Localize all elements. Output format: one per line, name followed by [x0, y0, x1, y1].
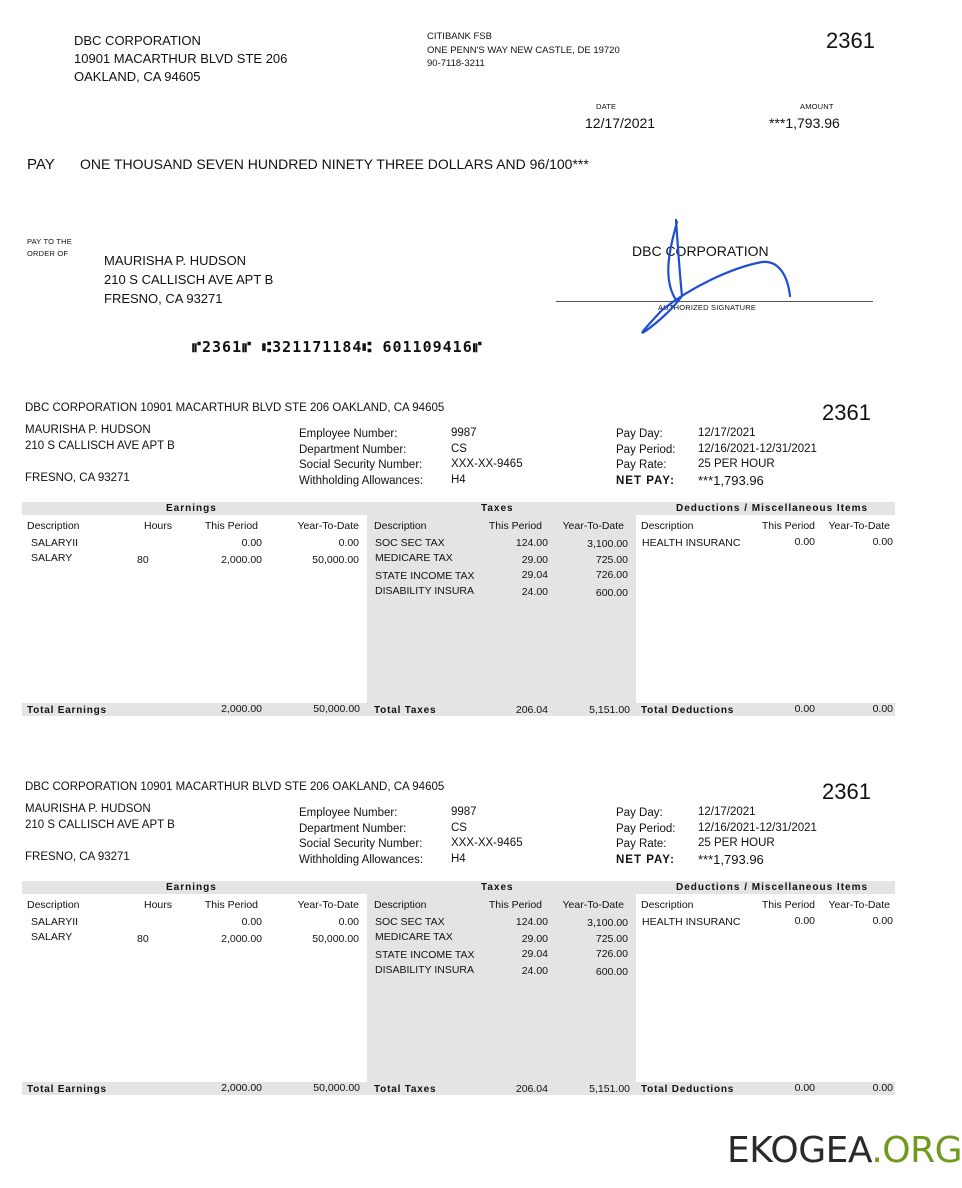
- earnings-header: Earnings: [166, 882, 217, 893]
- total-taxes-period: 206.04: [515, 1083, 548, 1095]
- earn-period: 0.00: [241, 916, 262, 928]
- col-earn-desc: Description: [27, 520, 80, 532]
- watermark-main: EKOGEA: [727, 1130, 872, 1171]
- bank-address: ONE PENN'S WAY NEW CASTLE, DE 19720: [427, 44, 620, 56]
- pay-stub: [0, 779, 918, 1109]
- col-ded-desc: Description: [641, 520, 694, 532]
- net-pay-label: NET PAY:: [616, 474, 675, 487]
- tax-desc: STATE INCOME TAX: [375, 949, 475, 961]
- earn-period: 2,000.00: [221, 933, 262, 945]
- authorized-signature-label: AUTHORIZED SIGNATURE: [658, 303, 757, 312]
- pay-rate: 25 PER HOUR: [698, 458, 775, 470]
- employee-info-labels: [299, 806, 423, 868]
- tax-ytd: 3,100.00: [587, 917, 628, 929]
- tax-desc: DISABILITY INSURA: [375, 964, 475, 976]
- stub-check-number: 2361: [822, 400, 871, 425]
- payee-name: MAURISHA P. HUDSON: [104, 253, 247, 268]
- taxes-header: Taxes: [481, 503, 514, 514]
- pay-to-line2: ORDER OF: [27, 249, 69, 258]
- amount-in-words: ONE THOUSAND SEVEN HUNDRED NINETY THREE DOLLARS AND 96/100***: [80, 156, 589, 172]
- department-number-label: Department Number:: [299, 822, 407, 835]
- employee-name: MAURISHA P. HUDSON: [25, 424, 151, 436]
- payee-street: 210 S CALLISCH AVE APT B: [104, 272, 274, 287]
- net-pay: ***1,793.96: [698, 472, 764, 488]
- col-earn-hours: Hours: [143, 520, 172, 532]
- ded-period: 0.00: [794, 536, 815, 548]
- tax-desc: SOC SEC TAX: [375, 537, 445, 549]
- department-number: CS: [451, 442, 467, 455]
- col-ded-ytd: Year-To-Date: [828, 899, 890, 911]
- col-tax-period: This Period: [488, 899, 542, 911]
- tax-desc: SOC SEC TAX: [375, 916, 445, 928]
- ded-period: 0.00: [794, 915, 815, 927]
- tax-desc: STATE INCOME TAX: [375, 570, 475, 582]
- tax-period: 29.04: [521, 948, 548, 960]
- pay-rate-label: Pay Rate:: [616, 838, 667, 850]
- earn-ytd: 0.00: [338, 916, 359, 928]
- pay-label: PAY: [27, 156, 55, 173]
- earn-hours: 80: [137, 554, 149, 566]
- company-city: OAKLAND, CA 94605: [74, 69, 201, 84]
- col-ded-period: This Period: [761, 899, 815, 911]
- tax-ytd: 725.00: [595, 554, 628, 566]
- col-earn-desc: Description: [27, 899, 80, 911]
- tax-ytd: 725.00: [595, 933, 628, 945]
- tax-ytd: 600.00: [595, 587, 628, 599]
- company-address: [74, 32, 287, 86]
- pay-values: [698, 426, 817, 488]
- amount-label: AMOUNT: [800, 102, 834, 111]
- net-pay: ***1,793.96: [698, 851, 764, 867]
- col-earn-ytd: Year-To-Date: [297, 520, 359, 532]
- total-earnings-period: 2,000.00: [221, 1082, 262, 1094]
- pay-day-label: Pay Day:: [616, 428, 663, 440]
- employee-street: 210 S CALLISCH AVE APT B: [25, 440, 175, 452]
- total-taxes-label: Total Taxes: [374, 705, 437, 716]
- tax-period: 24.00: [521, 965, 548, 977]
- ssn: XXX-XX-9465: [451, 837, 523, 849]
- employee-number-label: Employee Number:: [299, 807, 398, 819]
- watermark: [727, 1130, 962, 1171]
- signer-company: DBC CORPORATION: [632, 243, 769, 259]
- employee-name: MAURISHA P. HUDSON: [25, 803, 151, 815]
- employee-city: FRESNO, CA 93271: [25, 851, 130, 863]
- earn-ytd: 0.00: [338, 537, 359, 549]
- earn-ytd: 50,000.00: [312, 554, 359, 566]
- check-date: 12/17/2021: [585, 115, 656, 131]
- tax-ytd: 3,100.00: [587, 538, 628, 550]
- tax-ytd: 726.00: [595, 569, 628, 581]
- department-number: CS: [451, 821, 467, 834]
- totals-bar: [22, 1082, 895, 1095]
- total-taxes-ytd: 5,151.00: [589, 1083, 630, 1095]
- stub-company-line: DBC CORPORATION 10901 MACARTHUR BLVD STE 206 OAKLAND, CA 94605: [25, 781, 445, 793]
- net-pay-label: NET PAY:: [616, 853, 675, 866]
- pay-period-label: Pay Period:: [616, 822, 676, 835]
- pay-stub: [0, 400, 918, 730]
- total-taxes-period: 206.04: [515, 704, 548, 716]
- tax-desc: MEDICARE TAX: [375, 931, 453, 943]
- bank-name: CITIBANK FSB: [427, 31, 492, 42]
- total-deductions-label: Total Deductions: [641, 1084, 735, 1095]
- total-deductions-ytd: 0.00: [872, 1082, 893, 1094]
- col-earn-ytd: Year-To-Date: [297, 899, 359, 911]
- payee-address: [104, 251, 273, 308]
- total-taxes-ytd: 5,151.00: [589, 704, 630, 716]
- earn-desc: SALARYII: [31, 537, 79, 549]
- ssn: XXX-XX-9465: [451, 458, 523, 470]
- pay-period: 12/16/2021-12/31/2021: [698, 821, 817, 834]
- earn-desc: SALARY: [31, 552, 73, 564]
- company-name: DBC CORPORATION: [74, 33, 201, 48]
- col-earn-hours: Hours: [143, 899, 172, 911]
- tax-period: 124.00: [515, 916, 548, 928]
- earn-hours: 80: [137, 933, 149, 945]
- withholding-label: Withholding Allowances:: [299, 853, 424, 866]
- tax-period: 124.00: [515, 537, 548, 549]
- tax-period: 29.00: [521, 933, 548, 945]
- tax-period: 29.04: [521, 569, 548, 581]
- total-earnings-label: Total Earnings: [27, 1084, 107, 1095]
- withholding-allowances: H4: [451, 473, 466, 486]
- stub-check-number: 2361: [822, 779, 871, 804]
- signature-image: [630, 218, 800, 338]
- employee-info-values: [451, 805, 523, 867]
- pay-period: 12/16/2021-12/31/2021: [698, 442, 817, 455]
- earn-desc: SALARYII: [31, 916, 79, 928]
- check-number: 2361: [826, 28, 875, 53]
- col-ded-desc: Description: [641, 899, 694, 911]
- employee-number-label: Employee Number:: [299, 428, 398, 440]
- taxes-header: Taxes: [481, 882, 514, 893]
- pay-rate: 25 PER HOUR: [698, 837, 775, 849]
- check-amount: ***1,793.96: [769, 115, 840, 131]
- pay-day: 12/17/2021: [698, 806, 756, 818]
- pay-rate-label: Pay Rate:: [616, 459, 667, 471]
- employee-info-values: [451, 426, 523, 488]
- pay-values: [698, 805, 817, 867]
- total-taxes-label: Total Taxes: [374, 1084, 437, 1095]
- col-tax-desc: Description: [374, 899, 427, 911]
- tax-period: 24.00: [521, 586, 548, 598]
- pay-day: 12/17/2021: [698, 427, 756, 439]
- tax-period: 29.00: [521, 554, 548, 566]
- department-number-label: Department Number:: [299, 443, 407, 456]
- date-label: DATE: [596, 102, 617, 111]
- ded-ytd: 0.00: [872, 915, 893, 927]
- tax-ytd: 600.00: [595, 966, 628, 978]
- earnings-header: Earnings: [166, 503, 217, 514]
- earn-ytd: 50,000.00: [312, 933, 359, 945]
- pay-to-label: [27, 236, 72, 260]
- pay-period-label: Pay Period:: [616, 443, 676, 456]
- col-tax-desc: Description: [374, 520, 427, 532]
- total-earnings-period: 2,000.00: [221, 703, 262, 715]
- ssn-label: Social Security Number:: [299, 459, 423, 471]
- totals-bar: [22, 703, 895, 716]
- col-tax-period: This Period: [488, 520, 542, 532]
- bank-routing-fraction: 90-7118-3211: [427, 58, 485, 69]
- company-street: 10901 MACARTHUR BLVD STE 206: [74, 51, 288, 66]
- pay-to-line1: PAY TO THE: [27, 237, 72, 246]
- micr-line: ⑈2361⑈ ⑆321171184⑆ 601109416⑈: [192, 338, 483, 356]
- employee-number: 9987: [451, 427, 477, 439]
- employee-city: FRESNO, CA 93271: [25, 472, 130, 484]
- total-deductions-label: Total Deductions: [641, 705, 735, 716]
- col-ded-period: This Period: [761, 520, 815, 532]
- payee-city: FRESNO, CA 93271: [104, 291, 223, 306]
- total-earnings-ytd: 50,000.00: [313, 703, 360, 715]
- col-earn-period: This Period: [204, 899, 258, 911]
- earn-period: 2,000.00: [221, 554, 262, 566]
- ded-desc: HEALTH INSURANC: [642, 916, 741, 928]
- deductions-header: Deductions / Miscellaneous Items: [676, 882, 869, 893]
- earn-desc: SALARY: [31, 931, 73, 943]
- stub-company-line: DBC CORPORATION 10901 MACARTHUR BLVD STE 206 OAKLAND, CA 94605: [25, 402, 445, 414]
- total-earnings-label: Total Earnings: [27, 705, 107, 716]
- col-tax-ytd: Year-To-Date: [562, 520, 624, 532]
- col-earn-period: This Period: [204, 520, 258, 532]
- bank-info: [427, 30, 620, 71]
- total-deductions-period: 0.00: [794, 1082, 815, 1094]
- withholding-allowances: H4: [451, 852, 466, 865]
- pay-labels: [616, 427, 675, 489]
- employee-info-labels: [299, 427, 423, 489]
- pay-labels: [616, 806, 675, 868]
- pay-day-label: Pay Day:: [616, 807, 663, 819]
- deductions-header: Deductions / Miscellaneous Items: [676, 503, 869, 514]
- ded-desc: HEALTH INSURANC: [642, 537, 741, 549]
- ssn-label: Social Security Number:: [299, 838, 423, 850]
- employee-street: 210 S CALLISCH AVE APT B: [25, 819, 175, 831]
- total-earnings-ytd: 50,000.00: [313, 1082, 360, 1094]
- employee-number: 9987: [451, 806, 477, 818]
- watermark-suffix: .ORG: [871, 1130, 962, 1171]
- tax-ytd: 726.00: [595, 948, 628, 960]
- total-deductions-ytd: 0.00: [872, 703, 893, 715]
- ded-ytd: 0.00: [872, 536, 893, 548]
- col-ded-ytd: Year-To-Date: [828, 520, 890, 532]
- tax-desc: MEDICARE TAX: [375, 552, 453, 564]
- earn-period: 0.00: [241, 537, 262, 549]
- tax-desc: DISABILITY INSURA: [375, 585, 475, 597]
- total-deductions-period: 0.00: [794, 703, 815, 715]
- withholding-label: Withholding Allowances:: [299, 474, 424, 487]
- col-tax-ytd: Year-To-Date: [562, 899, 624, 911]
